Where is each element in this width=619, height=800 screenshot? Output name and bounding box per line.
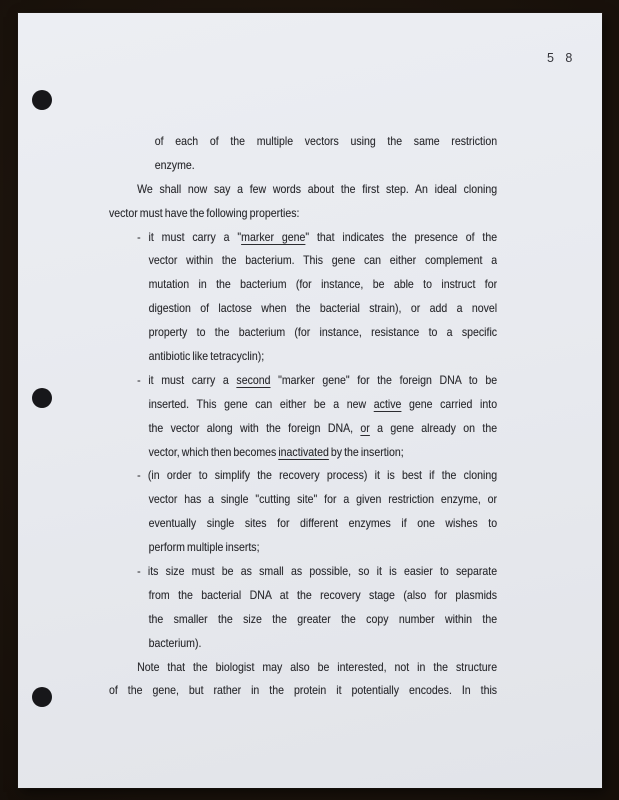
- underlined-term: or: [360, 420, 370, 435]
- intro-paragraph: [109, 178, 497, 226]
- text-line: vector within the bacterium. This gene can either complement a: [148, 253, 498, 268]
- text-run: the vector along with the foreign DNA,: [148, 420, 361, 435]
- text-line: mutation in the bacterium (for instance, be able to instruct for: [148, 277, 498, 292]
- text-line: [109, 417, 497, 441]
- text-line: Note that the biologist may also be interested, not in the structure: [137, 659, 498, 674]
- text-run: a gene already on the: [369, 420, 498, 435]
- text-line: - its size must be as small as possible, so it is easier to separate: [137, 564, 498, 579]
- hole-punch-bottom: [32, 687, 52, 707]
- text-line: - (in order to simplify the recovery process) it is best if the cloning: [137, 468, 498, 483]
- text-run: - it must carry a ": [137, 229, 242, 244]
- text-run: " that indicates the presence of the: [305, 229, 498, 244]
- text-line: enzyme.: [154, 157, 195, 172]
- text-run: vector, which then becomes: [148, 444, 279, 459]
- bullet-item-cutting-site: [109, 464, 497, 560]
- continued-paragraph: [109, 130, 497, 178]
- text-line: [109, 226, 497, 250]
- text-line: We shall now say a few words about the first step. An ideal cloning: [137, 181, 498, 196]
- page-text: [109, 130, 497, 703]
- text-line: [109, 393, 497, 417]
- text-run: "marker gene" for the foreign DNA to be: [270, 372, 498, 387]
- text-line: of each of the multiple vectors using the same restriction: [154, 134, 498, 148]
- text-line: bacterium).: [148, 635, 202, 650]
- text-line: vector must have the following properties:: [109, 205, 300, 220]
- bullet-item-marker-gene: [109, 226, 497, 369]
- bullet-item-size: [109, 560, 497, 656]
- closing-paragraph: [109, 656, 497, 704]
- underlined-term: inactivated: [278, 444, 329, 459]
- text-line: [109, 441, 497, 465]
- underlined-term: marker gene: [241, 229, 306, 244]
- scanned-page: [18, 13, 602, 788]
- page-number: 5 8: [547, 51, 577, 65]
- hole-punch-top: [32, 90, 52, 110]
- text-line: property to the bacterium (for instance, resistance to a specific: [148, 325, 498, 340]
- underlined-term: second: [236, 372, 271, 387]
- text-run: by the insertion;: [328, 444, 404, 459]
- underlined-term: active: [373, 396, 402, 411]
- text-line: perform multiple inserts;: [148, 540, 260, 555]
- text-line: digestion of lactose when the bacterial strain), or add a novel: [148, 301, 498, 316]
- text-line: eventually single sites for different enzymes if one wishes to: [148, 516, 498, 531]
- bullet-item-second-marker-gene: [109, 369, 497, 465]
- text-line: [109, 369, 497, 393]
- text-run: inserted. This gene can either be a new: [148, 396, 374, 411]
- text-line: from the bacterial DNA at the recovery stage (also for plasmids: [148, 587, 498, 602]
- text-run: - it must carry a: [137, 372, 237, 387]
- text-run: gene carried into: [401, 396, 498, 411]
- text-line: of the gene, but rather in the protein it potentially encodes. In this: [109, 683, 498, 698]
- hole-punch-middle: [32, 388, 52, 408]
- text-line: the smaller the size the greater the copy number within the: [148, 611, 498, 626]
- text-line: vector has a single "cutting site" for a given restriction enzyme, or: [148, 492, 498, 507]
- text-line: antibiotic like tetracyclin);: [148, 349, 265, 364]
